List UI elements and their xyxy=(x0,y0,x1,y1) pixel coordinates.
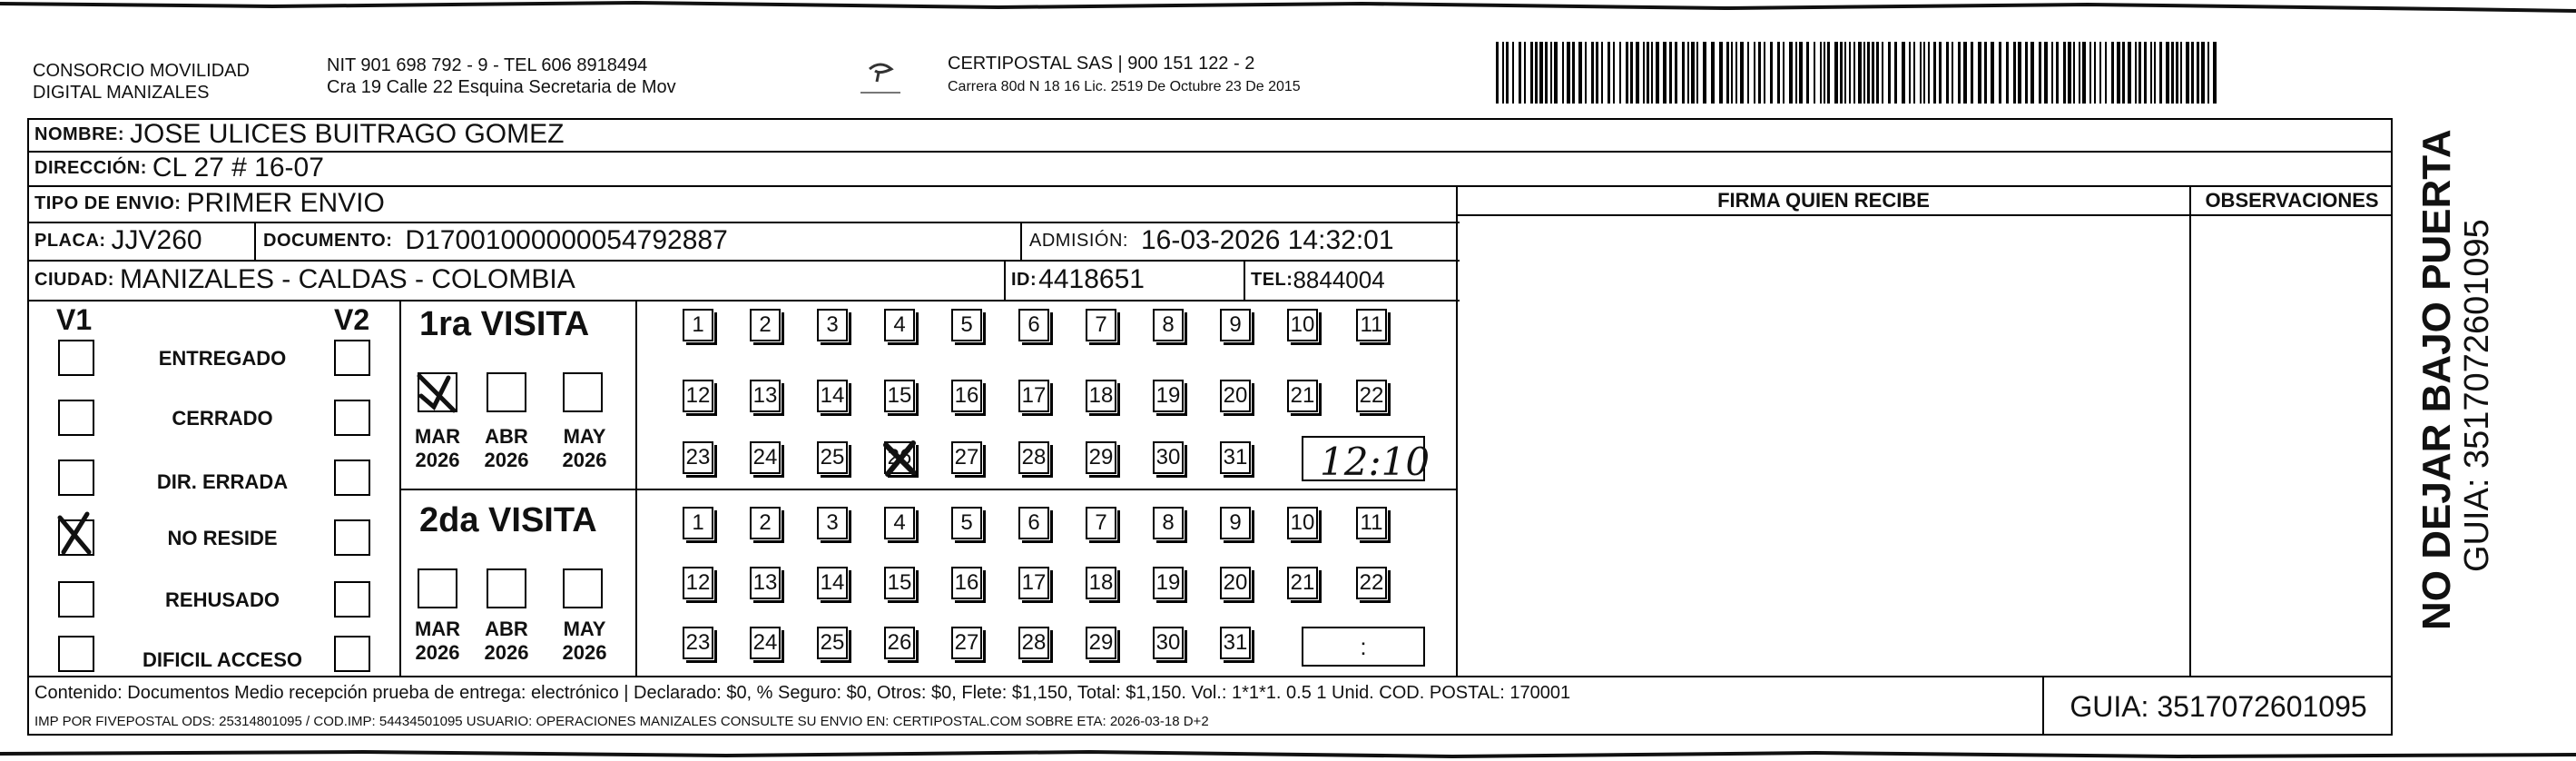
company-nit xyxy=(327,54,676,98)
first-visit-day-25[interactable]: 25 xyxy=(817,441,848,474)
v2-header: V2 xyxy=(334,303,370,336)
second-visit-day-30[interactable]: 30 xyxy=(1153,627,1184,659)
placa-value: JJV260 xyxy=(111,225,202,255)
first-visit-day-3[interactable]: 3 xyxy=(817,309,848,341)
first-visit-day-7[interactable]: 7 xyxy=(1086,309,1116,341)
side-guia: GUIA: 3517072601095 xyxy=(2458,219,2496,572)
v2-checkbox-rehusado[interactable] xyxy=(334,581,370,618)
second-visit-day-20[interactable]: 20 xyxy=(1220,567,1251,599)
courier-line1: CERTIPOSTAL SAS | 900 151 122 - 2 xyxy=(948,54,1255,74)
first-visit-day-30[interactable]: 30 xyxy=(1153,441,1184,474)
footer-guia: GUIA: 3517072601095 xyxy=(2070,689,2367,723)
first-visit-day-15[interactable]: 15 xyxy=(884,380,915,412)
first-visit-day-10[interactable]: 10 xyxy=(1287,309,1318,341)
first-visit-day-26[interactable]: 26 xyxy=(884,441,915,474)
first-visit-day-1[interactable]: 1 xyxy=(683,309,713,341)
second-visit-day-8[interactable]: 8 xyxy=(1153,507,1184,539)
courier-info xyxy=(948,53,1301,96)
v1-checkbox-no-reside[interactable] xyxy=(58,519,94,556)
observaciones-label: OBSERVACIONES xyxy=(2205,189,2379,212)
v2-checkbox-dir-errada[interactable] xyxy=(334,460,370,496)
second-visit-month-abr-checkbox[interactable] xyxy=(487,568,526,608)
observations-area[interactable] xyxy=(2191,216,2393,676)
second-visit-day-22[interactable]: 22 xyxy=(1356,567,1387,599)
second-visit-day-23[interactable]: 23 xyxy=(683,627,713,659)
direccion-label: DIRECCIÓN: xyxy=(34,157,147,178)
tipo-envio-label: TIPO DE ENVIO: xyxy=(34,193,182,213)
first-visit-day-19[interactable]: 19 xyxy=(1153,380,1184,412)
second-visit-time-box[interactable]: : xyxy=(1302,627,1425,667)
second-visit-day-7[interactable]: 7 xyxy=(1086,507,1116,539)
ciudad-value: MANIZALES - CALDAS - COLOMBIA xyxy=(119,264,575,294)
first-visit-month-abr: ABR 2026 xyxy=(484,425,529,471)
second-visit-month-abr: ABR 2026 xyxy=(484,618,529,664)
courier-line2: Carrera 80d N 18 16 Lic. 2519 De Octubre 23 De 2015 xyxy=(948,79,1301,94)
torn-top-edge xyxy=(0,0,2576,13)
first-visit-day-5[interactable]: 5 xyxy=(951,309,982,341)
nombre-label: NOMBRE: xyxy=(34,124,125,144)
second-visit-month-mar-checkbox[interactable] xyxy=(418,568,457,608)
id-label: ID: xyxy=(1011,269,1037,290)
second-visit-day-2[interactable]: 2 xyxy=(750,507,781,539)
v1-checkbox-cerrado[interactable] xyxy=(58,400,94,436)
v1-header: V1 xyxy=(56,303,93,336)
second-visit-day-4[interactable]: 4 xyxy=(884,507,915,539)
status-dir-errada: DIR. ERRADA xyxy=(156,470,289,493)
documento-value: D17001000000054792887 xyxy=(405,225,728,255)
second-visit-day-9[interactable]: 9 xyxy=(1220,507,1251,539)
company-line1: CONSORCIO MOVILIDAD xyxy=(33,61,250,81)
first-visit-day-21[interactable]: 21 xyxy=(1287,380,1318,412)
first-visit-day-16[interactable]: 16 xyxy=(951,380,982,412)
tel-label: TEL: xyxy=(1251,269,1293,290)
status-entregado: ENTREGADO xyxy=(158,347,287,370)
barcode xyxy=(1496,42,2218,104)
second-visit-day-17[interactable]: 17 xyxy=(1018,567,1049,599)
first-visit-month-abr-checkbox[interactable] xyxy=(487,372,526,412)
second-visit-day-5[interactable]: 5 xyxy=(951,507,982,539)
second-visit-day-31[interactable]: 31 xyxy=(1220,627,1251,659)
second-visit-day-16[interactable]: 16 xyxy=(951,567,982,599)
status-rehusado: REHUSADO xyxy=(165,588,280,611)
first-visit-day-23[interactable]: 23 xyxy=(683,441,713,474)
admision-label: ADMISIÓN: xyxy=(1029,230,1128,251)
first-visit-day-20[interactable]: 20 xyxy=(1220,380,1251,412)
second-visit-day-26[interactable]: 26 xyxy=(884,627,915,659)
status-cerrado: CERRADO xyxy=(172,407,273,430)
first-visit-time-handwritten: 12:10 xyxy=(1320,440,1431,484)
v1-checkbox-dir-errada[interactable] xyxy=(58,460,94,496)
footer-imp: IMP POR FIVEPOSTAL ODS: 25314801095 / COD.IMP: 54434501095 USUARIO: OPERACIONES MANIZALES CONSULTE SU ENVIO EN: CERTIPOSTAL.COM SOBRE ETA: 2026-03-18 D+2 xyxy=(34,714,1209,729)
second-visit-day-13[interactable]: 13 xyxy=(750,567,781,599)
first-visit-day-18[interactable]: 18 xyxy=(1086,380,1116,412)
footer-contenido: Contenido: Documentos Medio recepción prueba de entrega: electrónico | Declarado: $0, % Seguro: $0, Otros: $0, Flete: $1,150, Total: $1,150. Vol.: 1*1*1. 0.5 1 Unid. COD. POSTAL: 170001 xyxy=(34,683,1571,703)
first-visit-day-8[interactable]: 8 xyxy=(1153,309,1184,341)
status-dificil-acceso: DIFICIL ACCESO xyxy=(142,648,302,671)
second-visit-day-1[interactable]: 1 xyxy=(683,507,713,539)
firma-label: FIRMA QUIEN RECIBE xyxy=(1717,189,1930,212)
second-visit-month-may-checkbox[interactable] xyxy=(563,568,603,608)
first-visit-day-29[interactable]: 29 xyxy=(1086,441,1116,474)
second-visit-day-29[interactable]: 29 xyxy=(1086,627,1116,659)
cross-mark-icon xyxy=(884,441,920,478)
first-visit-day-6[interactable]: 6 xyxy=(1018,309,1049,341)
v2-checkbox-no-reside[interactable] xyxy=(334,519,370,556)
first-visit-time-box[interactable] xyxy=(1302,436,1431,484)
first-visit-month-may: MAY 2026 xyxy=(562,425,607,471)
second-visit-day-25[interactable]: 25 xyxy=(817,627,848,659)
second-visit-day-12[interactable]: 12 xyxy=(683,567,713,599)
second-visit-day-6[interactable]: 6 xyxy=(1018,507,1049,539)
first-visit-day-13[interactable]: 13 xyxy=(750,380,781,412)
second-visit-day-27[interactable]: 27 xyxy=(951,627,982,659)
second-visit-day-11[interactable]: 11 xyxy=(1356,507,1387,539)
check-mark-icon xyxy=(418,371,461,414)
first-visit-month-may-checkbox[interactable] xyxy=(563,372,603,412)
v2-checkbox-dificil-acceso[interactable] xyxy=(334,636,370,672)
nombre-value: JOSE ULICES BUITRAGO GOMEZ xyxy=(130,119,565,149)
first-visit-day-9[interactable]: 9 xyxy=(1220,309,1251,341)
second-visit-day-18[interactable]: 18 xyxy=(1086,567,1116,599)
second-visit-day-15[interactable]: 15 xyxy=(884,567,915,599)
nit-line2: Cra 19 Calle 22 Esquina Secretaria de Mov xyxy=(327,77,676,97)
first-visit-day-12[interactable]: 12 xyxy=(683,380,713,412)
first-visit-title: 1ra VISITA xyxy=(419,305,590,343)
placa-label: PLACA: xyxy=(34,230,106,251)
torn-bottom-edge xyxy=(0,746,2576,761)
first-visit-day-4[interactable]: 4 xyxy=(884,309,915,341)
first-visit-day-17[interactable]: 17 xyxy=(1018,380,1049,412)
tel-value: 8844004 xyxy=(1293,265,1385,293)
first-visit-day-27[interactable]: 27 xyxy=(951,441,982,474)
second-visit-day-28[interactable]: 28 xyxy=(1018,627,1049,659)
first-visit-day-24[interactable]: 24 xyxy=(750,441,781,474)
second-visit-day-24[interactable]: 24 xyxy=(750,627,781,659)
first-visit-day-28[interactable]: 28 xyxy=(1018,441,1049,474)
side-warning: NO DEJAR BAJO PUERTA xyxy=(2414,129,2459,630)
first-visit-month-mar-checkbox[interactable] xyxy=(418,372,457,412)
v1-checkbox-entregado[interactable] xyxy=(58,340,94,376)
second-visit-day-21[interactable]: 21 xyxy=(1287,567,1318,599)
second-visit-day-3[interactable]: 3 xyxy=(817,507,848,539)
v1-checkbox-rehusado[interactable] xyxy=(58,581,94,618)
first-visit-day-2[interactable]: 2 xyxy=(750,309,781,341)
direccion-value: CL 27 # 16-07 xyxy=(152,153,324,183)
courier-logo-icon xyxy=(853,56,908,104)
second-visit-title: 2da VISITA xyxy=(419,501,597,539)
second-visit-day-19[interactable]: 19 xyxy=(1153,567,1184,599)
v2-checkbox-cerrado[interactable] xyxy=(334,400,370,436)
check-mark-icon xyxy=(56,512,93,549)
first-visit-day-11[interactable]: 11 xyxy=(1356,309,1387,341)
status-no-reside: NO RESIDE xyxy=(167,527,278,549)
first-visit-day-31[interactable]: 31 xyxy=(1220,441,1251,474)
v2-checkbox-entregado[interactable] xyxy=(334,340,370,376)
first-visit-month-mar: MAR 2026 xyxy=(414,425,461,471)
second-visit-month-mar: MAR 2026 xyxy=(414,618,461,664)
ciudad-label: CIUDAD: xyxy=(34,269,114,290)
first-visit-day-22[interactable]: 22 xyxy=(1356,380,1387,412)
second-visit-month-may: MAY 2026 xyxy=(562,618,607,664)
documento-label: DOCUMENTO: xyxy=(263,230,393,251)
id-value: 4418651 xyxy=(1038,264,1145,294)
company-name xyxy=(33,60,250,104)
second-visit-day-14[interactable]: 14 xyxy=(817,567,848,599)
signature-area[interactable] xyxy=(1458,216,2189,676)
admision-value: 16-03-2026 14:32:01 xyxy=(1140,225,1394,255)
v1-checkbox-dificil-acceso[interactable] xyxy=(58,636,94,672)
second-visit-day-10[interactable]: 10 xyxy=(1287,507,1318,539)
tipo-envio-value: PRIMER ENVIO xyxy=(186,188,385,218)
nit-line1: NIT 901 698 792 - 9 - TEL 606 8918494 xyxy=(327,55,648,75)
first-visit-day-14[interactable]: 14 xyxy=(817,380,848,412)
company-line2: DIGITAL MANIZALES xyxy=(33,83,210,103)
